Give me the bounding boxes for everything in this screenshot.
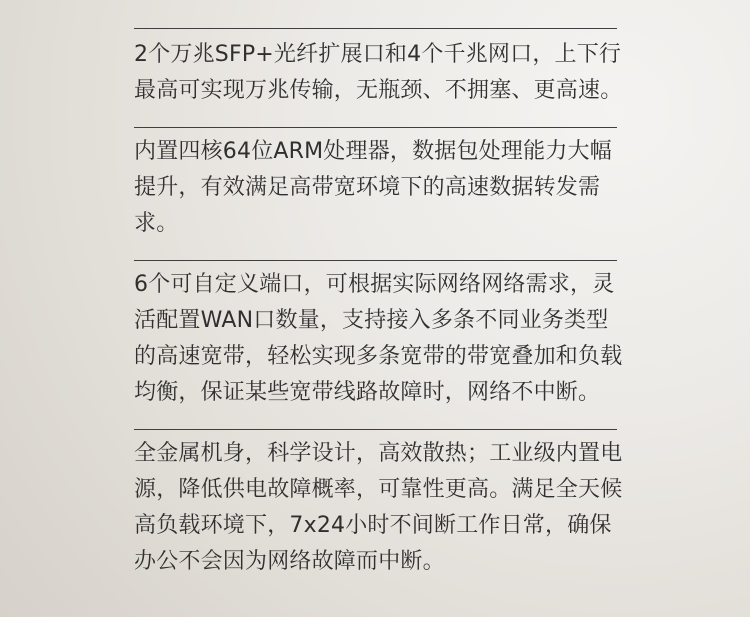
feature-paragraph-4: 全金属机身，科学设计，高效散热；工业级内置电源，降低供电故障概率，可靠性更高。满足全天候高负载环境下，7x24小时不间断工作日常，确保办公不会因为网络故障而中断。	[134, 441, 623, 574]
section-divider	[134, 429, 617, 430]
spacer	[134, 411, 624, 429]
feature-paragraph-2: 内置四核64位ARM处理器，数据包处理能力大幅提升，有效满足高带宽环境下的高速数据转发需求。	[134, 139, 612, 236]
section-divider	[134, 28, 617, 29]
spacer	[134, 242, 624, 260]
section-divider	[134, 127, 617, 128]
feature-description	[134, 28, 624, 580]
feature-paragraph-1: 2个万兆SFP+光纤扩展口和4个千兆网口，上下行最高可实现万兆传输，无瓶颈、不拥塞、更高速。	[134, 42, 623, 103]
section-divider	[134, 260, 617, 261]
feature-paragraph-3: 6个可自定义端口，可根据实际网络网络需求，灵活配置WAN口数量，支持接入多条不同业务类型的高速宽带，轻松实现多条宽带的带宽叠加和负载均衡，保证某些宽带线路故障时，网络不中断。	[134, 272, 623, 405]
spacer	[134, 109, 624, 127]
